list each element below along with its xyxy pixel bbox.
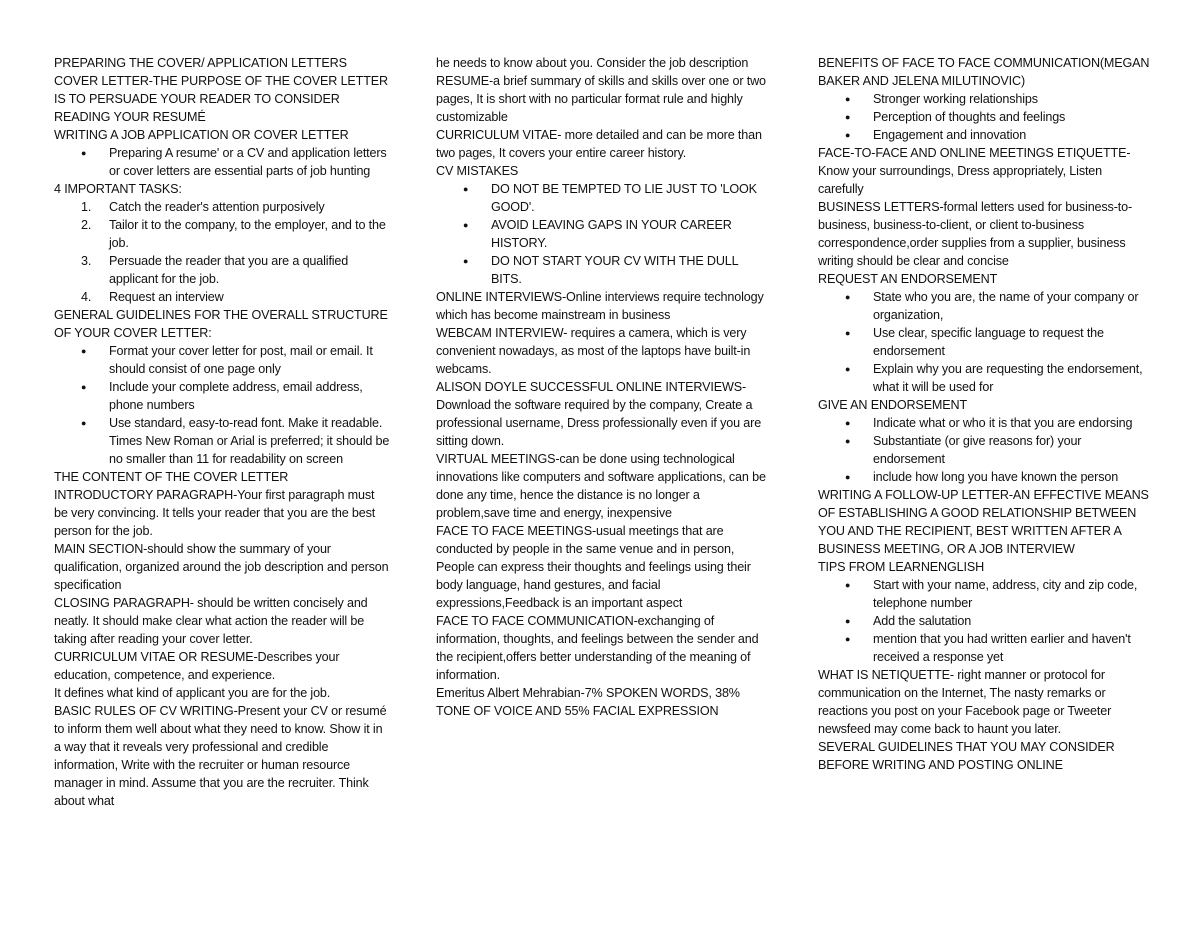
- list-item: ● Use clear, specific language to request the endorsement: [818, 324, 1150, 360]
- paragraph: RESUME-a brief summary of skills and skills over one or two pages, It is short with no particular format rule and highly customizable: [436, 74, 766, 124]
- paragraph: FACE TO FACE MEETINGS-usual meetings that are conducted by people in the same venue and in person, People can express their thoughts and feelings using their body language, hand gestures, and facial expressions,Feedback is an important aspect: [436, 524, 751, 610]
- doc-title: PREPARING THE COVER/ APPLICATION LETTERS: [54, 56, 347, 70]
- list-item: ● Format your cover letter for post, mail or email. It should consist of one page only: [54, 342, 390, 378]
- section-heading: GIVE AN ENDORSEMENT: [818, 398, 968, 412]
- paragraph: It defines what kind of applicant you are for the job.: [54, 686, 331, 700]
- cover-letter-definition: COVER LETTER-THE PURPOSE OF THE COVER LETTER IS TO PERSUADE YOUR READER TO CONSIDER READING YOUR RESUMÉ: [54, 74, 388, 124]
- list-item: ● include how long you have known the person: [818, 468, 1150, 486]
- list-item: ● AVOID LEAVING GAPS IN YOUR CAREER HISTORY.: [436, 216, 768, 252]
- paragraph: VIRTUAL MEETINGS-can be done using technological innovations like computers and software applications, can be done any time, hence the distance is no longer a problem,save time and energy, inexpensive: [436, 452, 766, 520]
- paragraph: CLOSING PARAGRAPH- should be written concisely and neatly. It should make clear what action the reader will be taking after reading your cover letter.: [54, 596, 368, 646]
- paragraph: FACE-TO-FACE AND ONLINE MEETINGS ETIQUETTE- Know your surroundings, Dress appropriately, Listen carefully: [818, 146, 1131, 196]
- section-heading: REQUEST AN ENDORSEMENT: [818, 272, 998, 286]
- list-item: ● Add the salutation: [818, 612, 1150, 630]
- bullet-list: [54, 144, 390, 180]
- paragraph: ONLINE INTERVIEWS-Online interviews require technology which has become mainstream in business: [436, 290, 764, 322]
- list-item: ● Stronger working relationships: [818, 90, 1150, 108]
- column-2: [436, 54, 768, 720]
- paragraph: ALISON DOYLE SUCCESSFUL ONLINE INTERVIEWS-Download the software required by the company, Create a professional username, Dress professionally even if you are sitting down.: [436, 380, 762, 448]
- column-1: [54, 54, 390, 810]
- paragraph: MAIN SECTION-should show the summary of your qualification, organized around the job description and person specification: [54, 542, 389, 592]
- paragraph: BUSINESS LETTERS-formal letters used for business-to-business, business-to-client, or client to-business correspondence,order supplies from a supplier, business writing should be clear and concise: [818, 200, 1132, 268]
- list-item: ● Engagement and innovation: [818, 126, 1150, 144]
- bullet-list: [818, 90, 1150, 144]
- section-heading: THE CONTENT OF THE COVER LETTER: [54, 470, 289, 484]
- bullet-list: [818, 288, 1150, 396]
- list-item: ● Perception of thoughts and feelings: [818, 108, 1150, 126]
- paragraph: CURRICULUM VITAE- more detailed and can be more than two pages, It covers your entire career history.: [436, 128, 762, 160]
- list-item: 1. Catch the reader's attention purposively: [81, 200, 325, 214]
- section-heading: 4 IMPORTANT TASKS:: [54, 182, 182, 196]
- paragraph: Emeritus Albert Mehrabian-7% SPOKEN WORDS, 38% TONE OF VOICE AND 55% FACIAL EXPRESSION: [436, 686, 740, 718]
- list-item: ● Substantiate (or give reasons for) your endorsement: [818, 432, 1150, 468]
- list-item: ● Start with your name, address, city and zip code, telephone number: [818, 576, 1150, 612]
- column-3: [818, 54, 1150, 774]
- paragraph: WRITING A FOLLOW-UP LETTER-AN EFFECTIVE MEANS OF ESTABLISHING A GOOD RELATIONSHIP BETWEEN YOU AND THE RECIPIENT, BEST WRITTEN AFTER A BUSINESS MEETING, OR A JOB INTERVIEW: [818, 488, 1149, 556]
- bullet-list: [818, 576, 1150, 666]
- list-item: 4. Request an interview: [81, 290, 224, 304]
- paragraph: INTRODUCTORY PARAGRAPH-Your first paragraph must be very convincing. It tells your reader that you are the best person for the job.: [54, 488, 376, 538]
- list-item: ● Explain why you are requesting the endorsement, what it will be used for: [818, 360, 1150, 396]
- section-heading: GENERAL GUIDELINES FOR THE OVERALL STRUCTURE OF YOUR COVER LETTER:: [54, 308, 388, 340]
- list-item: 3. Persuade the reader that you are a qualified applicant for the job.: [81, 254, 349, 286]
- bullet-list: [436, 180, 768, 288]
- list-item: ● mention that you had written earlier and haven't received a response yet: [818, 630, 1150, 666]
- list-item: ● Indicate what or who it is that you are endorsing: [818, 414, 1150, 432]
- bullet-list: [818, 414, 1150, 486]
- paragraph: WHAT IS NETIQUETTE- right manner or protocol for communication on the Internet, The nasty remarks or reactions you post on your Facebook page or Tweeter newsfeed may come back to haunt you later.: [818, 668, 1112, 736]
- paragraph: WEBCAM INTERVIEW- requires a camera, which is very convenient nowadays, as most of the laptops have built-in webcams.: [436, 326, 751, 376]
- list-item: ● Use standard, easy-to-read font. Make it readable. Times New Roman or Arial is preferred; it should be no smaller than 11 for readability on screen: [54, 414, 390, 468]
- list-item: ● State who you are, the name of your company or organization,: [818, 288, 1150, 324]
- paragraph: SEVERAL GUIDELINES THAT YOU MAY CONSIDER BEFORE WRITING AND POSTING ONLINE: [818, 740, 1115, 772]
- section-heading: TIPS FROM LEARNENGLISH: [818, 560, 985, 574]
- paragraph: BASIC RULES OF CV WRITING-Present your CV or resumé to inform them well about what they need to know. Show it in a way that it reveals very professional and credible information, Write with the recruiter or human resource manager in mind. Assume that you are the recruiter. Think about what: [54, 704, 387, 808]
- paragraph: CURRICULUM VITAE OR RESUME-Describes your education, competence, and experience.: [54, 650, 340, 682]
- paragraph: FACE TO FACE COMMUNICATION-exchanging of information, thoughts, and feelings between the sender and the recipient,offers better understanding of the meaning of information.: [436, 614, 759, 682]
- list-item: ● Include your complete address, email address, phone numbers: [54, 378, 390, 414]
- numbered-list: [54, 198, 390, 306]
- section-heading: WRITING A JOB APPLICATION OR COVER LETTER: [54, 128, 349, 142]
- list-item: ● DO NOT START YOUR CV WITH THE DULL BITS.: [436, 252, 768, 288]
- paragraph: he needs to know about you. Consider the job description: [436, 56, 749, 70]
- list-item: ● DO NOT BE TEMPTED TO LIE JUST TO 'LOOK GOOD'.: [436, 180, 768, 216]
- list-item: ● Preparing A resume' or a CV and application letters or cover letters are essential parts of job hunting: [54, 144, 390, 180]
- list-item: 2. Tailor it to the company, to the employer, and to the job.: [81, 218, 386, 250]
- bullet-list: [54, 342, 390, 468]
- section-heading: CV MISTAKES: [436, 164, 519, 178]
- section-heading: BENEFITS OF FACE TO FACE COMMUNICATION(MEGAN BAKER AND JELENA MILUTINOVIC): [818, 56, 1150, 88]
